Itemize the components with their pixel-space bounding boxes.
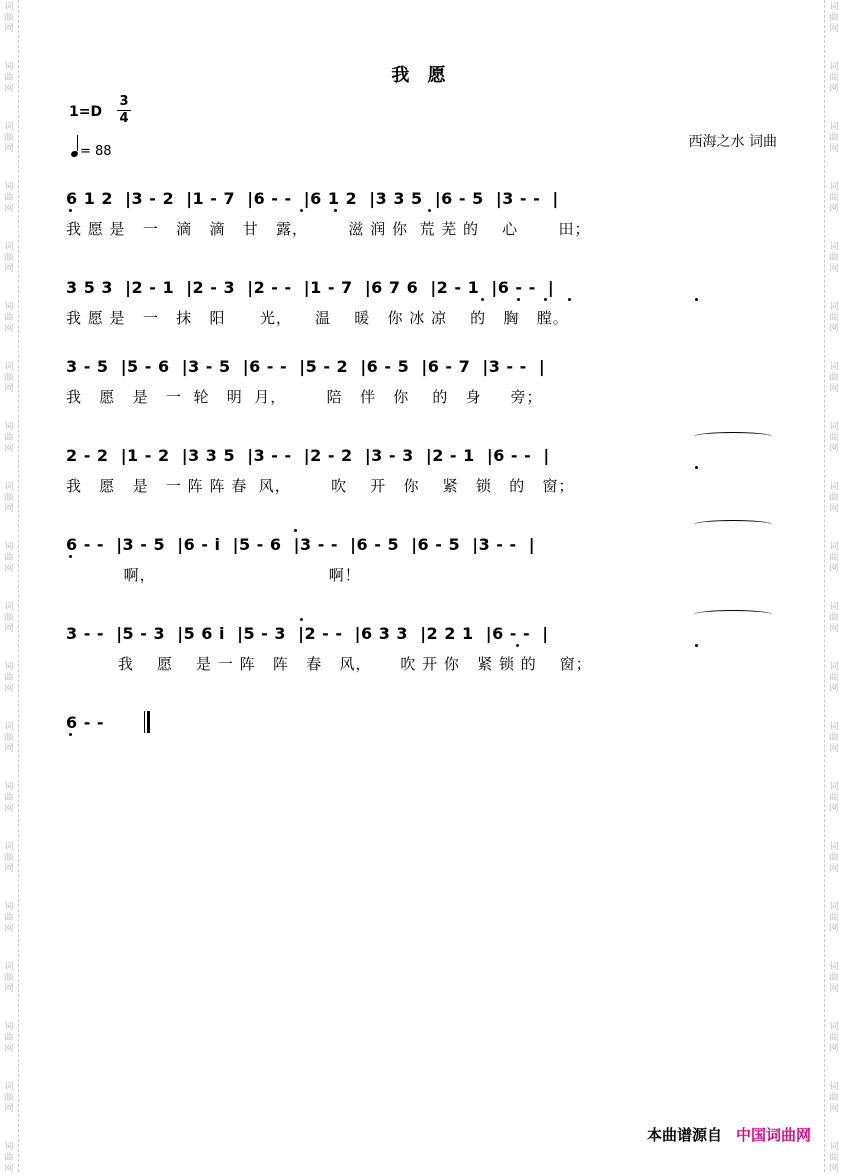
watermark-text: 词 曲 网 [829,2,839,34]
watermark-text: 词 曲 网 [4,1142,14,1174]
low-octave-dot [568,298,571,301]
watermark-text: 词 曲 网 [4,182,14,214]
note-stem [77,135,78,151]
watermark-text: 词 曲 网 [4,962,14,994]
low-octave-dot [516,644,519,647]
watermark-text: 词 曲 网 [4,242,14,274]
low-octave-dot [69,209,72,212]
high-octave-dot [300,618,303,621]
lyrics-line-2: 我 愿 是 一 抹 阳 光， 温 暖 你 冰 凉 的 胸 膛。 [66,309,569,327]
low-octave-dot [481,298,484,301]
watermark-text: 词 曲 网 [4,782,14,814]
watermark-text: 词 曲 网 [829,302,839,334]
watermark-text: 词 曲 网 [829,122,839,154]
lyrics-line-3: 我 愿 是 一 轮 明 月， 陪 伴 你 的 身 旁； [66,388,543,406]
watermark-text: 词 曲 网 [829,842,839,874]
watermark-text: 词 曲 网 [4,1082,14,1114]
watermark-text: 词 曲 网 [829,782,839,814]
watermark-text: 词 曲 网 [829,962,839,994]
source-brand-link[interactable]: 中国词曲网 [735,1126,811,1144]
watermark-text: 词 曲 网 [4,422,14,454]
watermark-text: 词 曲 网 [829,1142,839,1174]
watermark-text: 词 曲 网 [829,602,839,634]
low-octave-dot [695,466,698,469]
high-octave-dot [294,529,297,532]
watermark-text: 词 曲 网 [4,2,14,34]
key-signature: 1=D [69,104,103,120]
watermark-text: 词 曲 网 [4,1022,14,1054]
right-watermark-strip [824,0,843,1172]
watermark-text: 词 曲 网 [829,362,839,394]
watermark-text: 词 曲 网 [4,602,14,634]
watermark-text: 词 曲 网 [829,422,839,454]
watermark-text: 词 曲 网 [4,662,14,694]
low-octave-dot [334,209,337,212]
notation-line-4: 2 - 2 |1 - 2 |3 3 5 |3 - - |2 - 2 |3 - 3 |2 - 1 |6 - - | [66,446,550,465]
watermark-text: 词 曲 网 [4,362,14,394]
watermark-text: 词 曲 网 [4,722,14,754]
watermark-text: 词 曲 网 [4,482,14,514]
tie-arc [694,520,772,529]
lyrics-line-4: 我 愿 是 一 阵 阵 春 风， 吹 开 你 紧 锁 的 窗； [66,477,575,495]
time-signature-top: 3 [119,94,129,109]
watermark-text: 词 曲 网 [829,482,839,514]
watermark-text: 词 曲 网 [4,302,14,334]
watermark-text: 词 曲 网 [4,62,14,94]
low-octave-dot [695,644,698,647]
notation-line-7: 6 - - [66,713,117,732]
notation-line-1: 6 1 2 |3 - 2 |1 - 7 |6 - - |6 1 2 |3 3 5 |6 - 5 |3 - - | [66,189,559,208]
watermark-text: 词 曲 网 [829,182,839,214]
low-octave-dot [69,555,72,558]
watermark-text: 词 曲 网 [4,902,14,934]
quarter-note-icon [70,150,79,158]
low-octave-dot [517,298,520,301]
source-credit [647,1124,811,1145]
notation-line-5: 6 - - |3 - 5 |6 - i |5 - 6 |3 - - |6 - 5 |6 - 5 |3 - - | [66,535,536,554]
time-signature [117,95,131,126]
watermark-text: 词 曲 网 [829,1022,839,1054]
watermark-text: 词 曲 网 [829,542,839,574]
notation-line-2: 3 5 3 |2 - 1 |2 - 3 |2 - - |1 - 7 |6 7 6 |2 - 1 |6 - - | [66,278,555,297]
low-octave-dot [69,733,72,736]
watermark-text: 词 曲 网 [829,722,839,754]
composer-credit: 西海之水 词曲 [688,134,777,150]
low-octave-dot [544,298,547,301]
watermark-text: 词 曲 网 [4,842,14,874]
time-signature-bottom: 4 [119,111,129,126]
left-watermark-strip [0,0,19,1172]
lyrics-line-1: 我 愿 是 一 滴 滴 甘 露， 滋 润 你 荒 芜 的 心 田； [66,220,591,238]
watermark-text: 词 曲 网 [4,542,14,574]
low-octave-dot [300,209,303,212]
notation-line-6: 3 - - |5 - 3 |5 6 i |5 - 3 |2 - - |6 3 3 |2 2 1 |6 - - | [66,624,549,643]
notation-line-3: 3 - 5 |5 - 6 |3 - 5 |6 - - |5 - 2 |6 - 5 |6 - 7 |3 - - | [66,357,546,376]
low-octave-dot [428,209,431,212]
low-octave-dot [695,298,698,301]
tie-arc [694,432,772,441]
song-title: 我 愿 [391,65,452,86]
watermark-text: 词 曲 网 [829,662,839,694]
final-barline [144,711,150,733]
tempo-value: = 88 [80,144,112,159]
watermark-text: 词 曲 网 [829,242,839,274]
source-label: 本曲谱源自 [646,1126,722,1144]
lyrics-line-5: 啊， 啊！ [66,566,361,584]
tie-arc [694,610,772,619]
tempo-marking [71,139,112,159]
watermark-text: 词 曲 网 [4,122,14,154]
watermark-text: 词 曲 网 [829,902,839,934]
watermark-text: 词 曲 网 [829,1082,839,1114]
lyrics-line-6: 我 愿 是 一 阵 阵 春 风， 吹 开 你 紧 锁 的 窗； [66,655,592,673]
watermark-text: 词 曲 网 [829,62,839,94]
